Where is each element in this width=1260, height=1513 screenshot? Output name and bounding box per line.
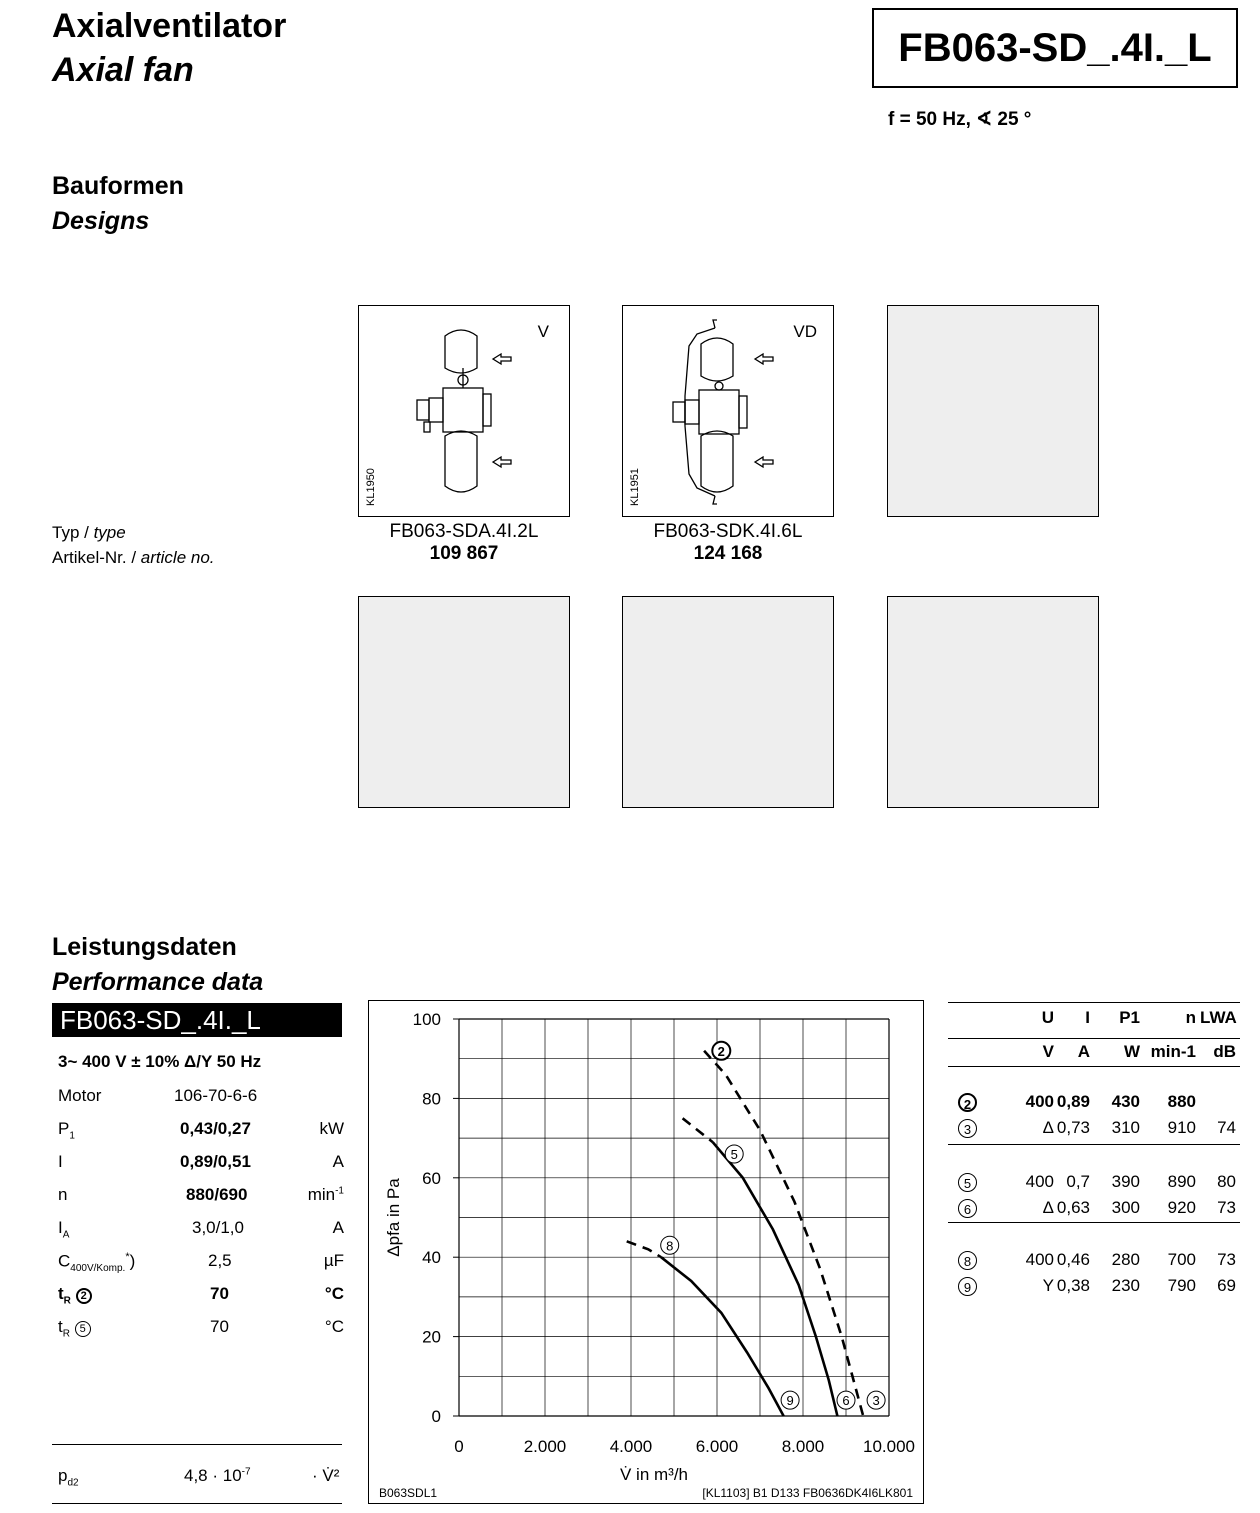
curve-8 (627, 1241, 661, 1257)
spec-label: $P_1$ (58, 1119, 75, 1142)
x-tick-label: 4.000 (609, 1437, 653, 1456)
ratings-header: I (1085, 1008, 1090, 1027)
chart-footer-left: B063SDL1 (379, 1486, 438, 1500)
design-placeholder (887, 305, 1099, 517)
design-caption-v (358, 521, 570, 565)
ratings-cell-p: 310 (1111, 1118, 1140, 1137)
x-tick-label: 8.000 (781, 1437, 825, 1456)
article-value: 124 168 (693, 543, 763, 564)
spec-row (58, 1218, 344, 1251)
ratings-header: U (1041, 1008, 1054, 1027)
ratings-cell-u: 400 (1025, 1250, 1054, 1269)
ratings-cell-lwa: 80 (1217, 1172, 1236, 1191)
ratings-cell-n: 910 (1167, 1118, 1196, 1137)
ratings-cell-i: 0,46 (1056, 1250, 1090, 1269)
divider (948, 1144, 1240, 1145)
design-code: VD (793, 322, 817, 341)
spec-label: $t_R$ 5 (58, 1317, 91, 1339)
page-title (52, 4, 286, 92)
ratings-cell-lwa: 73 (1217, 1250, 1236, 1269)
row-id-marker: 9 (958, 1277, 977, 1296)
row-id-marker: 5 (958, 1173, 977, 1192)
design-placeholder (622, 596, 834, 808)
spec-row (58, 1251, 344, 1284)
spec-unit: kW (319, 1119, 344, 1138)
ratings-cell-p: 230 (1111, 1276, 1140, 1295)
performance-heading (52, 930, 263, 1000)
drawing-ref: KL1951 (629, 468, 641, 506)
y-axis-label: Δpfa in Pa (384, 1178, 403, 1257)
spec-row (58, 1185, 344, 1218)
y-tick-label: 20 (422, 1327, 441, 1347)
spec-unit: µF (323, 1251, 344, 1270)
spec-unit: A (332, 1152, 344, 1171)
spec-row (58, 1284, 344, 1317)
spec-unit: $\min^{-1}$ (307, 1185, 344, 1204)
article-value: 109 867 (429, 543, 499, 564)
type-label: Typ / type (52, 523, 126, 542)
ratings-header: n (1185, 1008, 1196, 1027)
y-tick-label: 40 (422, 1248, 441, 1268)
pd2-unit: · V̇² (312, 1466, 340, 1485)
ratings-cell-n: 790 (1167, 1276, 1196, 1295)
spec-unit: A (332, 1218, 344, 1237)
row-id-marker: 8 (958, 1251, 977, 1270)
designs-heading-de: Bauformen (52, 172, 184, 200)
curve-label: 8 (666, 1238, 674, 1254)
ratings-cell-lwa: 73 (1217, 1198, 1236, 1217)
curve-5 (683, 1118, 713, 1142)
type-value: FB063-SDK.4I.6L (653, 521, 803, 542)
model-code: FB063-SD_.4I._L (898, 25, 1212, 70)
y-tick-label: 0 (431, 1407, 441, 1426)
ratings-cell-i: 0,89 (1056, 1092, 1090, 1111)
row-id-marker: 2 (958, 1093, 977, 1112)
curve-label: 9 (786, 1393, 794, 1409)
ratings-unit: W (1123, 1042, 1140, 1061)
spec-value: 106-70-6-6 (174, 1086, 258, 1105)
curve-label: 2 (717, 1043, 725, 1059)
spec-row (58, 1317, 344, 1350)
performance-chart (368, 1000, 924, 1504)
ratings-unit: dB (1213, 1042, 1236, 1061)
spec-label: I (58, 1152, 63, 1171)
article-label: Artikel-Nr. / article no. (52, 548, 215, 567)
designs-heading-en: Designs (52, 207, 150, 235)
design-code: V (537, 322, 549, 341)
x-tick-label: 10.000 (863, 1437, 915, 1456)
ratings-cell-n: 880 (1167, 1092, 1196, 1111)
curve-6 (713, 1142, 838, 1416)
y-tick-label: 80 (422, 1089, 441, 1109)
design-placeholder (358, 596, 570, 808)
x-axis-label: V̇ in m³/h (619, 1465, 689, 1484)
x-tick-label: 6.000 (695, 1437, 739, 1456)
performance-heading-en: Performance data (52, 968, 264, 996)
divider (948, 1038, 1240, 1039)
frequency-condition: f = 50 Hz, ∢ 25 ° (888, 109, 1032, 130)
curve-2 (704, 1051, 863, 1416)
ratings-unit: V (1042, 1042, 1054, 1061)
divider (948, 1222, 1240, 1223)
row-id-marker: 6 (958, 1199, 977, 1218)
ratings-cell-u: 400 (1025, 1092, 1054, 1111)
spec-row (58, 1152, 344, 1185)
axial-fan-drawing (359, 306, 569, 516)
ratings-header: LWA (1200, 1008, 1237, 1027)
ratings-cell-i: 0,38 (1056, 1276, 1090, 1295)
pd2-value: $4,8 \cdot 10^{-7}$ (184, 1466, 251, 1485)
spec-unit: °C (324, 1317, 344, 1336)
spec-label: $I_A$ (58, 1218, 70, 1241)
divider (52, 1444, 342, 1445)
spec-value: 70 (210, 1317, 229, 1336)
design-drawing-vd (622, 305, 834, 517)
curve-label: 3 (872, 1393, 880, 1409)
designs-heading (52, 169, 184, 239)
spec-label: n (58, 1185, 68, 1204)
drawing-ref: KL1950 (365, 468, 377, 506)
row-id-marker: 3 (958, 1119, 977, 1138)
ratings-cell-p: 390 (1111, 1172, 1140, 1191)
spec-label: $C_{400V/Komp.}^*$) (58, 1251, 136, 1275)
y-tick-label: 100 (412, 1010, 441, 1029)
spec-value: 3,0/1,0 (192, 1218, 244, 1237)
performance-model-bar: FB063-SD_.4I._L (52, 1003, 342, 1037)
ratings-cell-lwa: 74 (1217, 1118, 1236, 1137)
ratings-cell-i: 0,63 (1056, 1198, 1090, 1217)
divider (52, 1503, 342, 1504)
curve-label: 6 (842, 1393, 850, 1409)
ratings-cell-u: Y (1042, 1276, 1054, 1295)
spec-list (58, 1086, 344, 1350)
ratings-cell-i: 0,7 (1066, 1172, 1090, 1191)
ratings-cell-p: 280 (1111, 1250, 1140, 1269)
spec-value: 2,5 (208, 1251, 232, 1270)
y-tick-label: 60 (422, 1168, 441, 1188)
chart-svg (369, 1001, 923, 1503)
ratings-header: P1 (1119, 1008, 1140, 1027)
curve-label: 5 (730, 1146, 738, 1162)
ratings-unit: A (1077, 1042, 1090, 1061)
divider (948, 1002, 1240, 1003)
spec-row (58, 1119, 344, 1152)
ratings-cell-u: Δ (1042, 1118, 1054, 1137)
spec-unit: °C (324, 1284, 344, 1303)
spec-label: Motor (58, 1086, 102, 1105)
ratings-cell-n: 890 (1167, 1172, 1196, 1191)
chart-footer-right: [KL1103] B1 D133 FB0636DK4I6LK801 (702, 1486, 913, 1500)
spec-value: 0,43/0,27 (180, 1119, 251, 1138)
ratings-unit: min-1 (1150, 1042, 1196, 1061)
ratings-cell-n: 700 (1167, 1250, 1196, 1269)
axial-fan-guard-drawing (623, 306, 833, 516)
supply-spec: 3~ 400 V ± 10% Δ/Y 50 Hz (58, 1052, 262, 1071)
ratings-cell-p: 430 (1111, 1092, 1140, 1111)
ratings-cell-lwa: 69 (1217, 1276, 1236, 1295)
spec-label: $t_R$ 2 (58, 1284, 92, 1306)
title-de: Axialventilator (52, 7, 287, 45)
spec-value: 880/690 (186, 1185, 248, 1204)
spec-value: 0,89/0,51 (180, 1152, 251, 1171)
performance-heading-de: Leistungsdaten (52, 933, 237, 961)
spec-value: 70 (210, 1284, 229, 1303)
pd2-label: $p_{d2}$ (58, 1466, 79, 1489)
x-tick-label: 0 (454, 1437, 464, 1456)
ratings-cell-n: 920 (1167, 1198, 1196, 1217)
ratings-cell-u: 400 (1025, 1172, 1054, 1191)
ratings-cell-i: 0,73 (1056, 1118, 1090, 1137)
title-en: Axial fan (52, 51, 194, 90)
ratings-cell-p: 300 (1111, 1198, 1140, 1217)
design-placeholder (887, 596, 1099, 808)
spec-row (58, 1086, 344, 1119)
type-value: FB063-SDA.4I.2L (389, 521, 539, 542)
divider (948, 1066, 1240, 1067)
x-tick-label: 2.000 (523, 1437, 567, 1456)
ratings-cell-u: Δ (1042, 1198, 1054, 1217)
model-box (872, 8, 1238, 88)
design-caption-vd (622, 521, 834, 565)
design-drawing-v (358, 305, 570, 517)
